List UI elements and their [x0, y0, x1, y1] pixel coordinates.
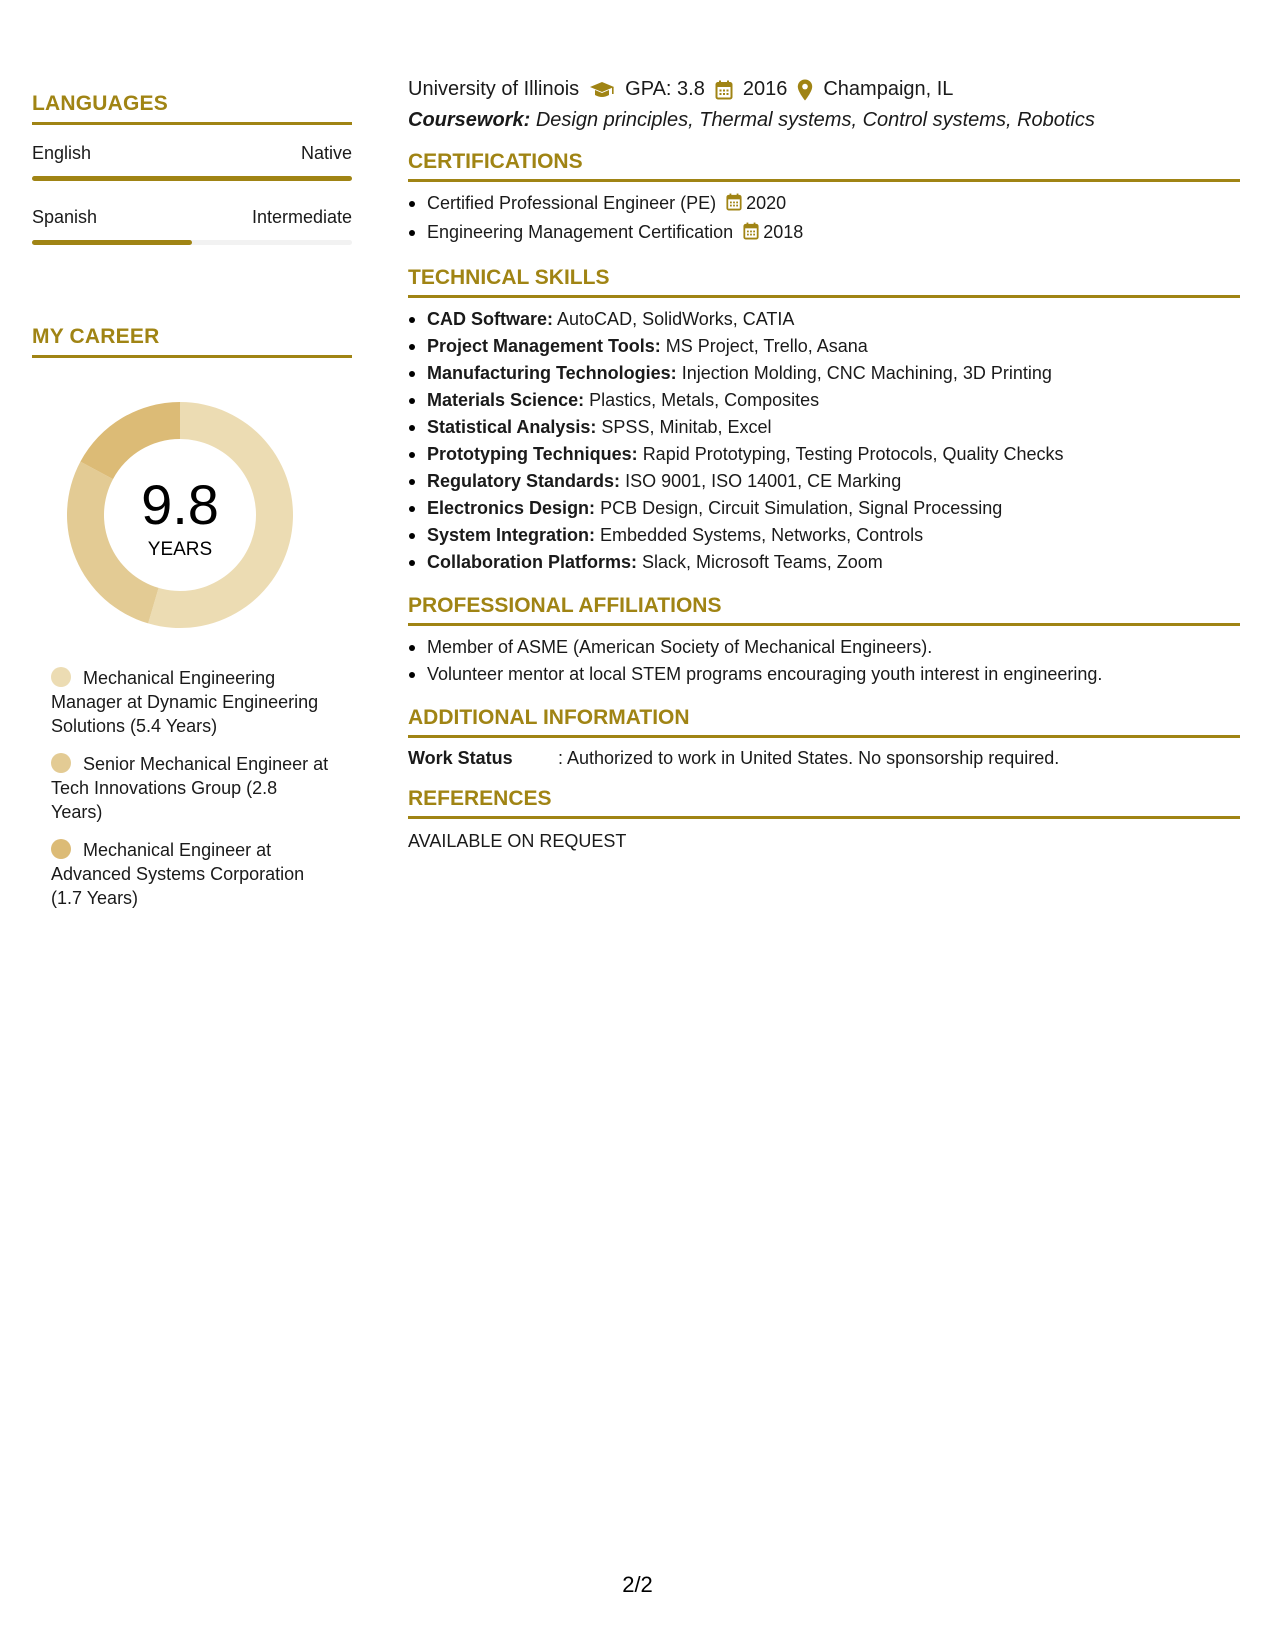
legend-text: Mechanical Engineer at Advanced Systems Corporation (1.7 Years) [51, 840, 305, 908]
references-text: AVAILABLE ON REQUEST [408, 831, 627, 851]
language-name: English [32, 143, 92, 163]
language-name: Spanish [32, 207, 98, 227]
skill-value: Plastics, Metals, Composites [589, 390, 820, 410]
career-donut-chart [65, 400, 295, 630]
affiliation-item: Volunteer mentor at local STEM programs encouraging youth interest in engineering. [408, 661, 1240, 688]
additional-info-section [408, 706, 1240, 769]
technical-skills-section [408, 266, 1240, 576]
skill-label: Prototyping Techniques: [427, 444, 638, 464]
page-number: 2/2 [622, 1572, 653, 1597]
coursework-line [408, 109, 1240, 132]
skill-item [408, 549, 1240, 576]
legend-dot [51, 667, 71, 687]
language-level: Native [300, 143, 352, 163]
legend-item [51, 666, 332, 738]
references-section [408, 787, 1240, 852]
language-item [32, 143, 352, 181]
skill-value: SPSS, Minitab, Excel [601, 417, 772, 437]
technical-skills-list [408, 306, 1240, 576]
education-line [408, 78, 1240, 101]
graduation-year: 2016 [742, 78, 788, 100]
language-bar [32, 176, 352, 181]
coursework-label: Coursework: [408, 109, 531, 131]
certifications-list [408, 190, 1240, 248]
coursework-value: Design principles, Thermal systems, Control systems, Robotics [535, 109, 1095, 131]
skill-label: CAD Software: [427, 309, 554, 329]
legend-dot [51, 753, 71, 773]
work-status-label: Work Status [408, 748, 513, 768]
calendar-icon [743, 221, 759, 248]
affiliations-title: PROFESSIONAL AFFILIATIONS [408, 594, 1240, 626]
skill-label: Statistical Analysis: [427, 417, 597, 437]
left-column [32, 92, 352, 924]
school-name: University of Illinois [408, 78, 580, 100]
skill-value: MS Project, Trello, Asana [665, 336, 868, 356]
skill-label: Collaboration Platforms: [427, 552, 638, 572]
language-row [32, 207, 352, 228]
language-bar [32, 240, 352, 245]
skill-value: Slack, Microsoft Teams, Zoom [642, 552, 883, 572]
donut-center [65, 400, 295, 630]
skill-value: Embedded Systems, Networks, Controls [600, 525, 924, 545]
language-bar-fill [32, 240, 192, 245]
skill-item [408, 468, 1240, 495]
certification-item [408, 190, 1240, 219]
work-status-row [408, 748, 1240, 769]
skill-item [408, 495, 1240, 522]
skill-label: Project Management Tools: [427, 336, 661, 356]
certification-item [408, 219, 1240, 248]
skill-label: System Integration: [427, 525, 596, 545]
graduation-cap-icon [589, 81, 615, 99]
affiliation-item: Member of ASME (American Society of Mechanical Engineers). [408, 634, 1240, 661]
languages-section [32, 92, 352, 245]
work-status-value: : Authorized to work in United States. No sponsorship required. [558, 748, 1060, 768]
calendar-icon [726, 192, 742, 219]
skill-value: AutoCAD, SolidWorks, CATIA [557, 309, 795, 329]
additional-info-title: ADDITIONAL INFORMATION [408, 706, 1240, 738]
references-title: REFERENCES [408, 787, 1240, 819]
career-section [32, 325, 352, 910]
skill-item [408, 387, 1240, 414]
right-column [408, 78, 1240, 852]
language-level: Intermediate [251, 207, 352, 227]
certification-year: 2020 [746, 193, 787, 213]
languages-title: LANGUAGES [32, 92, 352, 125]
language-item [32, 207, 352, 245]
skill-item [408, 441, 1240, 468]
career-total-unit: YEARS [147, 539, 213, 560]
legend-text: Senior Mechanical Engineer at Tech Innovations Group (2.8 Years) [51, 754, 329, 822]
skill-value: PCB Design, Circuit Simulation, Signal Processing [600, 498, 1003, 518]
legend-item [51, 752, 332, 824]
certification-name: Engineering Management Certification [427, 222, 734, 242]
affiliations-section [408, 594, 1240, 688]
certification-year: 2018 [763, 222, 804, 242]
affiliations-list [408, 634, 1240, 688]
education-section [408, 78, 1240, 132]
skill-label: Regulatory Standards: [427, 471, 621, 491]
technical-skills-title: TECHNICAL SKILLS [408, 266, 1240, 298]
skill-item [408, 360, 1240, 387]
skill-value: Injection Molding, CNC Machining, 3D Printing [681, 363, 1052, 383]
legend-item [51, 838, 332, 910]
skill-value: ISO 9001, ISO 14001, CE Marking [625, 471, 902, 491]
skill-item [408, 522, 1240, 549]
skill-item [408, 414, 1240, 441]
skill-item [408, 306, 1240, 333]
certifications-section [408, 150, 1240, 248]
school-location: Champaign, IL [823, 78, 954, 100]
certifications-title: CERTIFICATIONS [408, 150, 1240, 182]
skill-label: Electronics Design: [427, 498, 596, 518]
career-total-years: 9.8 [141, 473, 219, 536]
career-legend [32, 666, 352, 910]
skill-label: Manufacturing Technologies: [427, 363, 677, 383]
language-bar-fill [32, 176, 352, 181]
language-row [32, 143, 352, 164]
skill-item [408, 333, 1240, 360]
skill-value: Rapid Prototyping, Testing Protocols, Quality Checks [642, 444, 1064, 464]
legend-text: Mechanical Engineering Manager at Dynamic Engineering Solutions (5.4 Years) [51, 668, 319, 736]
calendar-icon [715, 80, 733, 100]
gpa: GPA: 3.8 [625, 78, 705, 100]
skill-label: Materials Science: [427, 390, 585, 410]
career-title: MY CAREER [32, 325, 352, 358]
map-pin-icon [797, 79, 813, 101]
legend-dot [51, 839, 71, 859]
certification-name: Certified Professional Engineer (PE) [427, 193, 717, 213]
